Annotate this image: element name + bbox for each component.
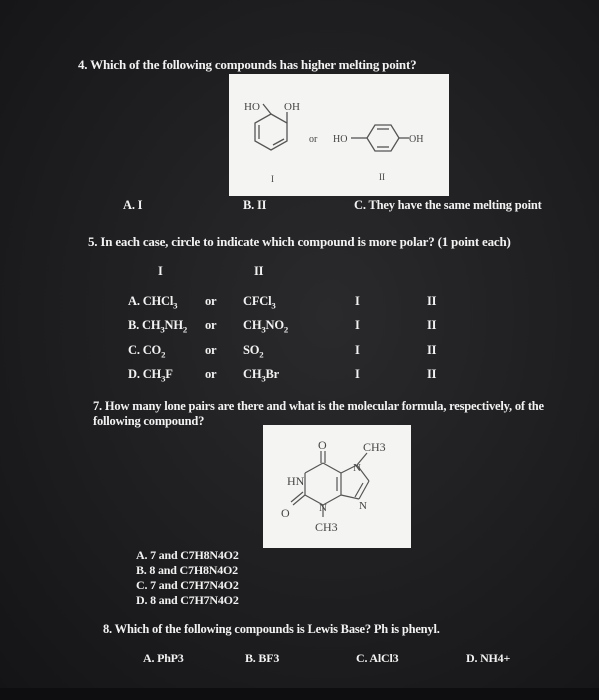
- q5-row-c-or: or: [205, 343, 217, 357]
- hq-ho: HO: [333, 134, 348, 145]
- caffeine-structure-svg: [263, 425, 411, 548]
- q7-choice-c[interactable]: C. 7 and C7H7N4O2: [136, 578, 239, 592]
- q5-question: 5. In each case, circle to indicate which compound is more polar? (1 point each): [88, 234, 511, 249]
- q5-row-a-compound-2[interactable]: CFCl$_3$: [243, 294, 276, 311]
- q5-col-I: I: [158, 264, 163, 278]
- q7-choice-b[interactable]: B. 8 and C7H8N4O2: [136, 563, 238, 577]
- label-II: II: [379, 172, 385, 182]
- caffeine-ch3-top: CH3: [363, 440, 386, 454]
- catechol-oh-right: OH: [284, 101, 300, 113]
- q8-question: 8. Which of the following compounds is Lewis Base? Ph is phenyl.: [103, 622, 440, 636]
- q5-row-d-circle-I[interactable]: I: [355, 367, 360, 381]
- caffeine-ch3-bottom: CH3: [315, 520, 338, 534]
- caffeine-n-right: N: [359, 500, 367, 512]
- q5-row-c-compound-1[interactable]: C. $CO_2$: [128, 343, 166, 360]
- caffeine-o-left: O: [281, 506, 290, 520]
- q5-row-b-circle-II[interactable]: II: [427, 318, 437, 332]
- q8-choice-c[interactable]: C. AlCl3: [356, 651, 399, 665]
- q4-structures-svg: [229, 74, 449, 196]
- q7-choice-d[interactable]: D. 8 and C7H7N4O2: [136, 593, 239, 607]
- hq-oh: OH: [409, 134, 424, 145]
- q5-row-d-or: or: [205, 367, 217, 381]
- q5-row-b-compound-1[interactable]: B. $CH_3NH_2$: [128, 318, 188, 335]
- q5-col-II: II: [254, 264, 264, 278]
- q5-row-a-circle-I[interactable]: I: [355, 294, 360, 308]
- q5-row-d-compound-2[interactable]: $CH_3Br$: [243, 367, 280, 384]
- hydroquinone-ring: [351, 125, 409, 151]
- caffeine-n-bottom: N: [319, 502, 327, 514]
- q7-question-line2: following compound?: [93, 414, 205, 428]
- q4-choice-b[interactable]: B. II: [243, 198, 267, 212]
- q8-choice-d[interactable]: D. NH4+: [466, 651, 511, 665]
- q5-row-c-compound-2[interactable]: $SO_2$: [243, 343, 264, 360]
- q5-row-c-circle-II[interactable]: II: [427, 343, 437, 357]
- q5-row-b-or: or: [205, 318, 217, 332]
- q4-choice-a[interactable]: A. I: [123, 198, 143, 212]
- caffeine-n-top: N: [353, 462, 361, 474]
- q5-row-a-circle-II[interactable]: II: [427, 294, 437, 308]
- or-word: or: [309, 134, 318, 145]
- q4-question: 4. Which of the following compounds has higher melting point?: [78, 57, 417, 72]
- monitor-bezel: [0, 688, 599, 700]
- q8-choice-b[interactable]: B. BF3: [245, 651, 280, 665]
- q4-structures-image: [229, 74, 449, 196]
- q7-question-line1: 7. How many lone pairs are there and what is the molecular formula, respectively, of the: [93, 399, 544, 413]
- label-I: I: [271, 174, 274, 184]
- q5-row-b-circle-I[interactable]: I: [355, 318, 360, 332]
- q8-choice-a[interactable]: A. PhP3: [143, 651, 184, 665]
- q5-row-a-compound-1[interactable]: A. CHCl$_3$: [128, 294, 178, 311]
- caffeine-hn: HN: [287, 474, 305, 488]
- q4-choice-c[interactable]: C. They have the same melting point: [354, 198, 542, 212]
- q5-row-c-circle-I[interactable]: I: [355, 343, 360, 357]
- q7-choice-a[interactable]: A. 7 and C7H8N4O2: [136, 548, 239, 562]
- q5-row-a-or: or: [205, 294, 217, 308]
- q5-row-d-circle-II[interactable]: II: [427, 367, 437, 381]
- q7-structure-image: [263, 425, 411, 548]
- q5-row-b-compound-2[interactable]: $CH_3NO_2$: [243, 318, 289, 335]
- caffeine-o-top: O: [318, 438, 327, 452]
- catechol-ho-left: HO: [244, 101, 260, 113]
- q5-row-d-compound-1[interactable]: D. $CH_3F$: [128, 367, 173, 384]
